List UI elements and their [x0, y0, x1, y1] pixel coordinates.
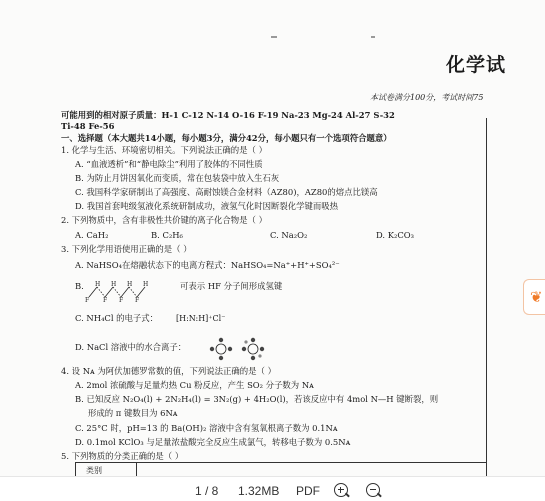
atomic-masses: 可能用到的相对原子质量：H-1 C-12 N-14 O-16 F-19 Na-23 Mg-24 Al-27 S-32	[61, 110, 395, 120]
q2-option-d: D. K₂CO₃	[376, 230, 414, 240]
svg-text:F: F	[85, 297, 90, 303]
q3-option-a: A. NaHSO₄在熔融状态下的电离方程式：NaHSO₄=Na⁺+H⁺+SO₄²⁻	[75, 260, 340, 270]
q1-option-b: B. 为防止月饼因氧化而变质，常在包装袋中放入生石灰	[75, 173, 280, 183]
q2-option-a: A. CaH₂	[75, 230, 109, 240]
q3-option-c-label: C. NH₄Cl 的电子式：	[75, 313, 159, 323]
zoom-out-icon[interactable]	[366, 483, 380, 497]
q4-option-a: A. 2mol 浓硫酸与足量灼热 Cu 粉反应，产生 SO₂ 分子数为 Nᴀ	[75, 380, 314, 390]
q3-option-d-label: D. NaCl 溶液中的水合离子：	[75, 342, 187, 352]
sidebar-app-icon[interactable]	[523, 279, 545, 315]
svg-text:F: F	[103, 297, 108, 303]
question-3-stem: 3. 下列化学用语使用正确的是（ ）	[61, 244, 192, 254]
q4-option-d: D. 0.1mol KClO₃ 与足量浓盐酸完全反应生成氯气，转移电子数为 0.5Nᴀ	[75, 437, 351, 447]
pdf-toolbar	[0, 476, 545, 501]
q2-option-c: C. Na₂O₂	[270, 230, 308, 240]
svg-text:H: H	[95, 281, 101, 288]
scan-speck	[371, 36, 375, 38]
nh4cl-electron-formula: [H:N:H]⁺Cl⁻	[176, 314, 226, 323]
scan-speck	[271, 36, 277, 38]
hydrated-ions-diagram	[206, 336, 272, 362]
svg-text:H: H	[143, 281, 149, 288]
q4-option-c: C. 25°C 时，pH=13 的 Ba(OH)₂ 溶液中含有氢氧根离子数为 0.1Nᴀ	[75, 423, 338, 433]
q1-option-d: D. 我国首套吨级氢液化系统研制成功，液氢气化时因断裂化学键而吸热	[75, 201, 338, 211]
app-logo-icon: ❦	[530, 288, 543, 306]
q3-option-b-label: B.	[75, 281, 84, 291]
score-info: 本试卷满分100分，考试时间75	[370, 93, 484, 102]
question-2-stem: 2. 下列物质中，含有非极性共价键的离子化合物是（ ）	[61, 215, 267, 225]
svg-text:H: H	[111, 281, 117, 288]
page-indicator: 1 / 8	[195, 484, 219, 498]
svg-text:H: H	[127, 281, 133, 288]
q3-option-b-text: 可表示 HF 分子间形成氢键	[180, 281, 283, 291]
question-1-stem: 1. 化学与生活、环境密切相关。下列说法正确的是（ ）	[61, 145, 267, 155]
q1-option-c: C. 我国科学家研制出了高强度、高耐蚀镁合金材料（AZ80)，AZ80的熔点比镁高	[75, 187, 378, 197]
q2-option-b: B. C₂H₆	[151, 230, 183, 240]
question-4-stem: 4. 设 Nᴀ 为阿伏加德罗常数的值，下列说法正确的是（ ）	[61, 366, 276, 376]
atomic-masses-continued: Ti-48 Fe-56	[61, 121, 115, 131]
table-header-category: 类别	[86, 466, 102, 475]
section-heading: 一、选择题（本大题共14小题，每小题3分，满分42分，每小题只有一个选项符合题意）	[61, 133, 392, 143]
document-title: 化学试	[446, 54, 507, 76]
q4-option-b: B. 已知反应 N₂O₄(l) + 2N₂H₄(l) = 3N₂(g) + 4H₂O(l)，若该反应中有 4mol N—H 键断裂，则	[75, 394, 439, 404]
question-5-stem: 5. 下列物质的分类正确的是（ ）	[61, 451, 184, 461]
q4-option-b-continued: 形成的 π 键数目为 6Nᴀ	[88, 408, 178, 418]
file-format: PDF	[296, 484, 320, 498]
zoom-in-icon[interactable]	[334, 483, 348, 497]
hf-hydrogen-bond-diagram	[75, 281, 185, 303]
q1-option-a: A. “血液透析”和“静电除尘”利用了胶体的不同性质	[75, 159, 263, 169]
file-size: 1.32MB	[238, 484, 280, 498]
svg-text:F: F	[119, 297, 124, 303]
margin-rule	[486, 118, 487, 473]
svg-text:F: F	[135, 297, 140, 303]
